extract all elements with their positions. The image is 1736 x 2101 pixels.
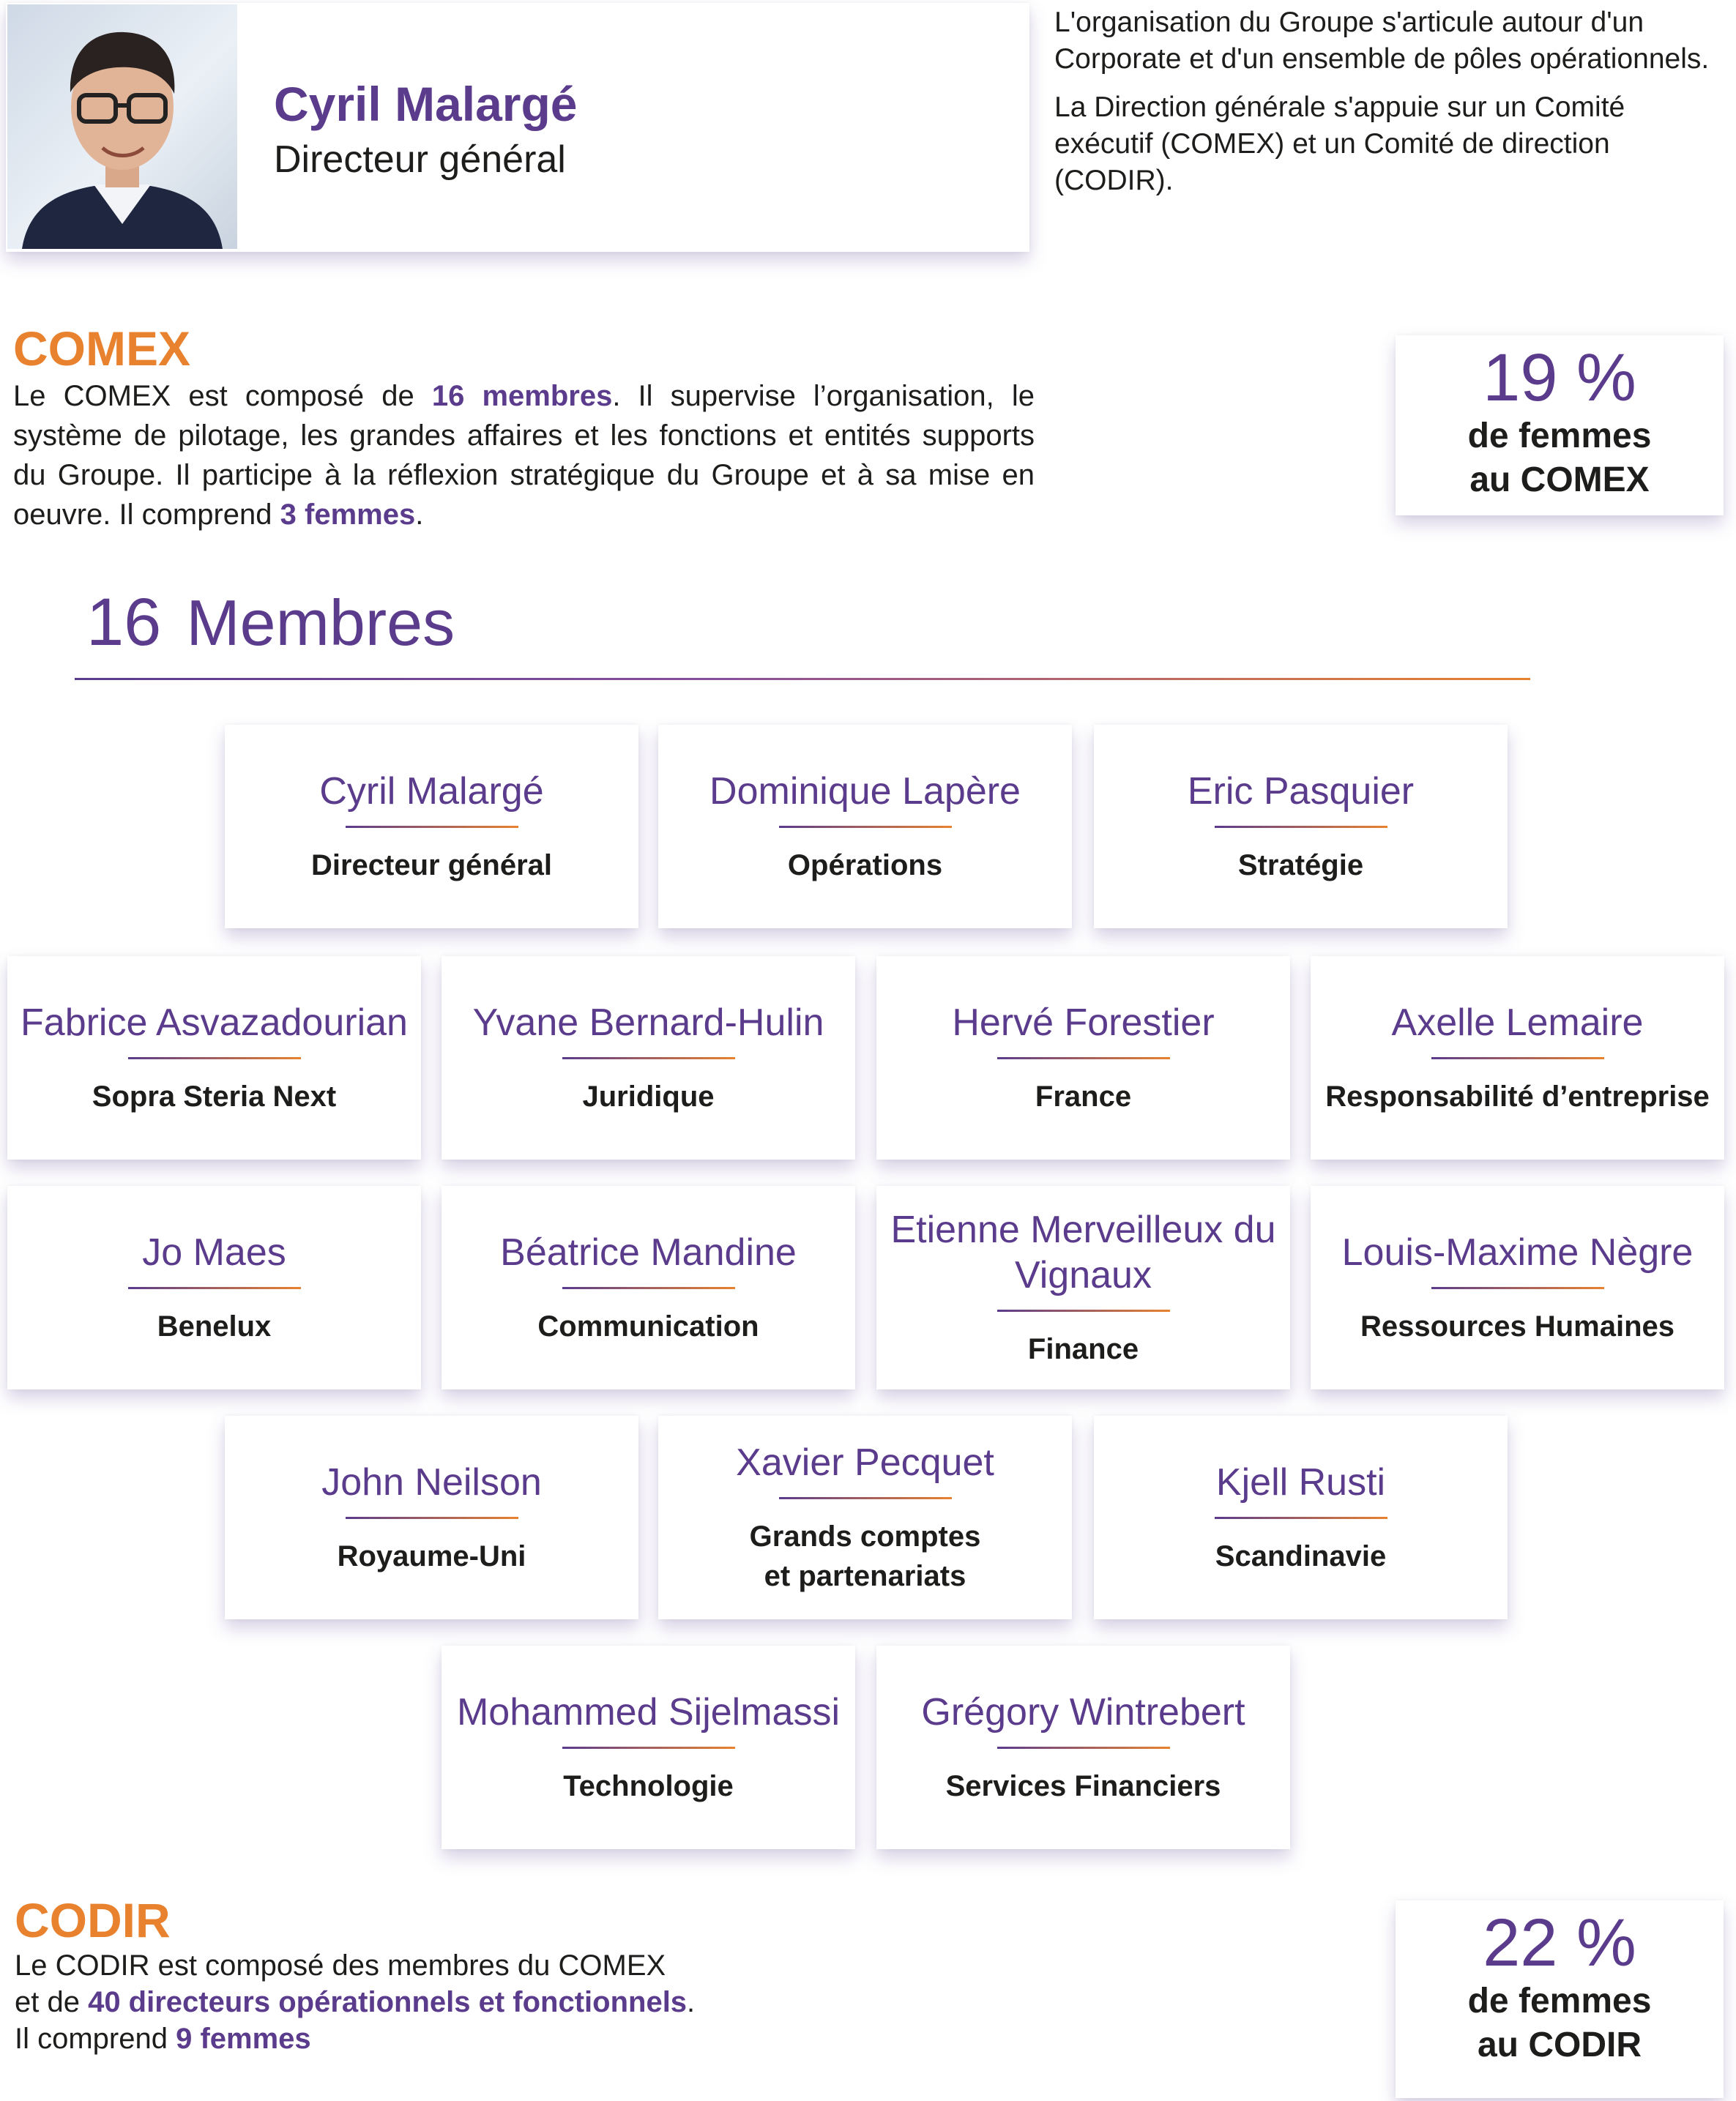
member-role: Juridique xyxy=(582,1080,715,1113)
member-name: Fabrice Asvazadourian xyxy=(21,1001,408,1044)
member-divider xyxy=(997,1747,1170,1749)
member-divider xyxy=(128,1287,301,1289)
ceo-title: Directeur général xyxy=(274,138,566,181)
member-role: Services Financiers xyxy=(945,1769,1221,1802)
codir-line-2-end: . xyxy=(687,1986,696,2018)
codir-line-2 xyxy=(15,1984,893,2020)
member-divider xyxy=(779,826,952,828)
members-divider xyxy=(75,678,1530,680)
codir-line-3 xyxy=(15,2020,893,2057)
member-name: Axelle Lemaire xyxy=(1391,1001,1644,1044)
member-card xyxy=(1094,1416,1508,1619)
intro-paragraph-1: L'organisation du Groupe s'articule autour d'un Corporate et d'un ensemble de pôles opérationnels. xyxy=(1054,7,1710,75)
member-card xyxy=(442,956,855,1160)
member-name: Louis-Maxime Nègre xyxy=(1341,1231,1694,1274)
comex-title: COMEX xyxy=(13,321,191,376)
member-role: Finance xyxy=(1027,1332,1139,1365)
member-role: France xyxy=(1035,1080,1132,1113)
member-name: Cyril Malargé xyxy=(319,769,544,813)
member-role: Opérations xyxy=(787,848,943,881)
member-name: Xavier Pecquet xyxy=(736,1441,994,1484)
member-role: Grands comptes et partenariats xyxy=(749,1520,981,1592)
member-card xyxy=(442,1646,855,1849)
member-divider xyxy=(128,1057,301,1059)
member-name: Etienne Merveilleux du Vignaux xyxy=(890,1208,1276,1296)
member-card xyxy=(442,1186,855,1389)
member-divider xyxy=(997,1310,1170,1312)
member-divider xyxy=(1431,1057,1604,1059)
member-name: Grégory Wintrebert xyxy=(921,1690,1245,1734)
member-role: Stratégie xyxy=(1237,848,1364,881)
member-card xyxy=(876,1186,1290,1389)
member-name: Eric Pasquier xyxy=(1187,769,1415,813)
member-role: Sopra Steria Next xyxy=(92,1080,337,1113)
member-divider xyxy=(562,1057,735,1059)
codir-stat-label-2: au CODIR xyxy=(1477,2026,1642,2064)
codir-women-stat xyxy=(1396,1900,1724,2098)
member-role: Scandinavie xyxy=(1215,1540,1387,1572)
member-role: Technologie xyxy=(563,1769,734,1802)
members-count: 16 xyxy=(86,585,162,660)
codir-women-percent: 22 % xyxy=(1483,1906,1636,1980)
comex-stat-label-2: au COMEX xyxy=(1469,460,1650,499)
member-card xyxy=(7,1186,421,1389)
member-card xyxy=(1311,1186,1724,1389)
ceo-card xyxy=(6,3,1029,252)
comex-stat-label-1: de femmes xyxy=(1467,417,1652,455)
members-label: Membres xyxy=(186,586,455,659)
member-card xyxy=(1311,956,1724,1160)
portrait-icon xyxy=(7,4,237,249)
member-card xyxy=(1094,725,1508,928)
codir-line-2-start: et de xyxy=(15,1986,89,2018)
member-name: Dominique Lapère xyxy=(709,769,1021,813)
member-card xyxy=(876,956,1290,1160)
comex-women-stat xyxy=(1396,335,1724,515)
member-name: Mohammed Sijelmassi xyxy=(456,1690,841,1734)
comex-women-percent: 19 % xyxy=(1483,340,1636,415)
member-divider xyxy=(562,1287,735,1289)
member-divider xyxy=(346,1517,518,1519)
intro-paragraph-2: La Direction générale s'appuie sur un Comité exécutif (COMEX) et un Comité de direction (CODIR). xyxy=(1054,92,1625,196)
member-divider xyxy=(1215,826,1387,828)
member-divider xyxy=(1431,1287,1604,1289)
ceo-name: Cyril Malargé xyxy=(274,77,578,131)
member-role: Responsabilité d’entreprise xyxy=(1325,1080,1710,1113)
codir-title: CODIR xyxy=(15,1893,171,1947)
member-card xyxy=(225,725,638,928)
member-role: Benelux xyxy=(157,1310,272,1343)
members-heading xyxy=(86,584,455,661)
codir-description xyxy=(15,1947,893,2057)
comex-members-count: 16 membres xyxy=(431,380,613,412)
comex-description xyxy=(13,376,1035,534)
member-role: Ressources Humaines xyxy=(1360,1310,1675,1343)
member-role: Royaume-Uni xyxy=(337,1540,526,1572)
comex-women-count: 3 femmes xyxy=(280,499,416,531)
comex-text-end: . xyxy=(415,499,424,531)
member-card xyxy=(876,1646,1290,1849)
member-name: Béatrice Mandine xyxy=(500,1231,797,1274)
codir-women-count: 9 femmes xyxy=(176,2023,311,2055)
member-card xyxy=(658,1416,1072,1619)
ceo-portrait-photo xyxy=(7,4,237,249)
member-name: Jo Maes xyxy=(142,1231,286,1274)
member-card xyxy=(7,956,421,1160)
member-role: Directeur général xyxy=(310,848,553,881)
comex-text-middle: . Il supervise l’organisation, le système de pilotage, les grandes affaires et les fonctions et entités supports du Groupe. Il participe à la réflexion stratégique du Groupe et à sa mise en oeuvre. Il comprend xyxy=(13,380,1035,531)
member-name: John Neilson xyxy=(321,1460,542,1504)
member-card xyxy=(658,725,1072,928)
codir-stat-label-1: de femmes xyxy=(1467,1982,1652,2020)
codir-directors-count: 40 directeurs opérationnels et fonctionnels xyxy=(88,1986,688,2018)
codir-line-1: Le CODIR est composé des membres du COMEX xyxy=(15,1949,666,1982)
member-divider xyxy=(779,1497,952,1499)
member-divider xyxy=(997,1057,1170,1059)
member-divider xyxy=(1215,1517,1387,1519)
intro-text xyxy=(1054,4,1713,211)
member-role: Communication xyxy=(537,1310,759,1343)
member-card xyxy=(225,1416,638,1619)
codir-line-3-start: Il comprend xyxy=(15,2023,176,2055)
member-divider xyxy=(562,1747,735,1749)
member-name: Yvane Bernard-Hulin xyxy=(472,1001,824,1044)
comex-text-start: Le COMEX est composé de xyxy=(13,380,432,412)
member-name: Hervé Forestier xyxy=(952,1001,1215,1044)
member-divider xyxy=(346,826,518,828)
member-name: Kjell Rusti xyxy=(1215,1460,1386,1504)
